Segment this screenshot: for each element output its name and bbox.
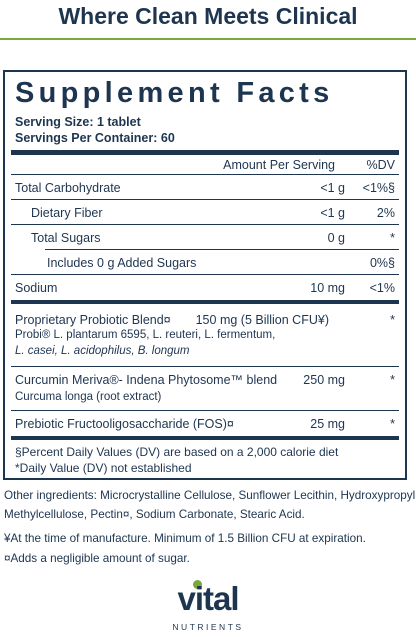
servings-per-container: Servings Per Container: 60 [15, 131, 175, 145]
nutrient-name: Dietary Fiber [31, 206, 103, 220]
nutrient-dv: <1%§ [362, 181, 395, 195]
supplement-facts-panel [3, 70, 407, 480]
thick-divider [11, 300, 399, 304]
blend-sub-line: L. casei, L. acidophilus, B. longum [15, 345, 190, 357]
divider [11, 366, 399, 367]
serving-size: Serving Size: 1 tablet [15, 115, 141, 129]
dv-header: %DV [366, 158, 395, 172]
blend-name: Curcumin Meriva®- Indena Phytosome™ blend [15, 373, 278, 387]
divider [11, 199, 399, 200]
blend-amount: 150 mg (5 Billion CFU¥) [195, 313, 329, 327]
divider [11, 224, 399, 225]
facts-title: Supplement Facts [15, 77, 334, 109]
divider [11, 274, 399, 275]
sugar-note: ¤Adds a negligible amount of sugar. [4, 552, 190, 565]
blend-name: Proprietary Probiotic Blend¤ [15, 313, 171, 327]
nutrient-amount: <1 g [320, 206, 345, 220]
nutrient-name: Total Sugars [31, 231, 101, 245]
cfu-note: ¥At the time of manufacture. Minimum of 1.5 Billion CFU at expiration. [4, 532, 366, 545]
nutrient-name: Includes 0 g Added Sugars [47, 256, 197, 270]
blend-amount: 25 mg [310, 417, 345, 431]
thick-divider [11, 150, 399, 155]
blend-dv: * [390, 417, 395, 431]
blend-sub-line: Curcuma longa (root extract) [15, 391, 162, 403]
header-divider [0, 38, 416, 40]
brand-subtitle: NUTRIENTS [172, 622, 244, 632]
divider [45, 249, 399, 250]
thick-divider [11, 436, 399, 440]
nutrient-dv: 0%§ [369, 256, 395, 270]
divider [11, 410, 399, 411]
blend-dv: * [390, 313, 395, 327]
footnote: §Percent Daily Values (DV) are based on a 2,000 calorie diet [15, 445, 339, 459]
nutrient-dv: 2% [376, 206, 395, 220]
nutrient-name: Total Carbohydrate [15, 181, 121, 195]
blend-dv: * [390, 373, 395, 387]
footnote: *Daily Value (DV) not established [15, 461, 192, 475]
divider [11, 174, 399, 175]
nutrient-dv: <1% [369, 281, 395, 295]
amount-header: Amount Per Serving [223, 158, 335, 172]
nutrient-amount: 10 mg [310, 281, 345, 295]
nutrient-amount: 0 g [327, 231, 345, 245]
brand-logo: vital [177, 580, 239, 617]
blend-amount: 250 mg [303, 373, 345, 387]
blend-sub-line: Probi® L. plantarum 6595, L. reuteri, L. fermentum, [15, 329, 276, 341]
nutrient-name: Sodium [15, 281, 58, 295]
blend-name: Prebiotic Fructooligosaccharide (FOS)¤ [15, 417, 234, 431]
page-title: Where Clean Meets Clinical [58, 3, 358, 29]
other-ingredients-line: Methylcellulose, Pectin¤, Sodium Carbonate, Stearic Acid. [4, 508, 305, 521]
other-ingredients-line: Other ingredients: Microcrystalline Cellulose, Sunflower Lecithin, Hydroxypropyl [4, 489, 416, 502]
nutrient-amount: <1 g [320, 181, 345, 195]
nutrient-dv: * [390, 231, 395, 245]
